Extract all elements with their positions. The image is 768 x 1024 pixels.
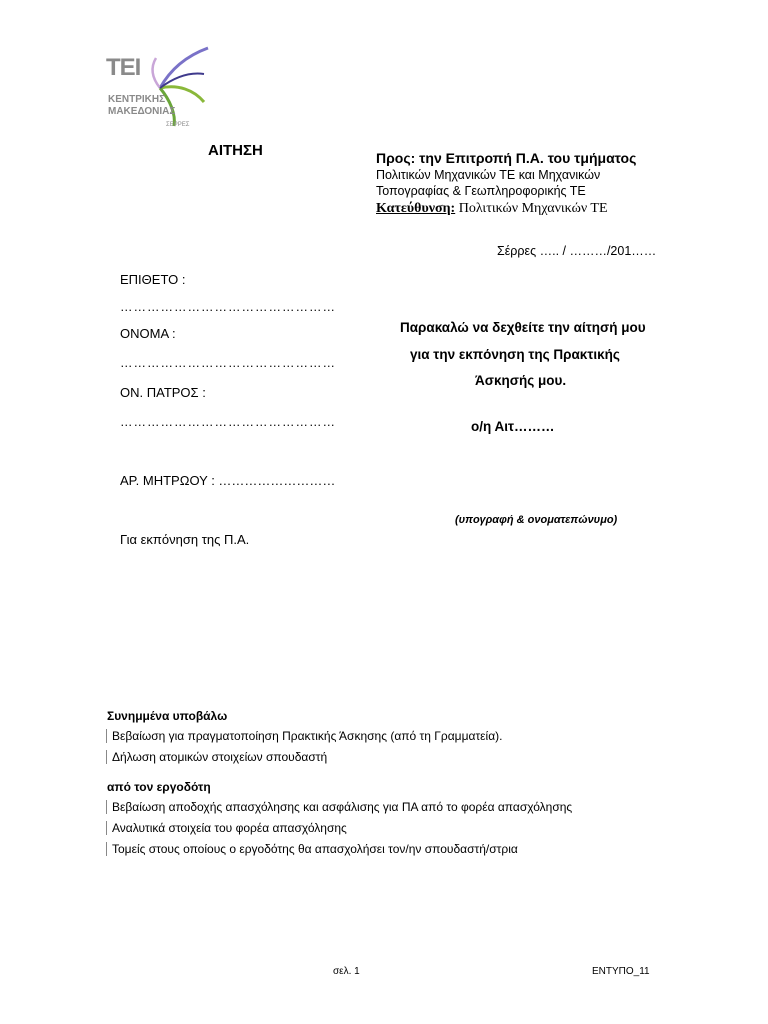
father-name-label: ΟΝ. ΠΑΤΡΟΣ : <box>120 385 206 400</box>
logo-text-line2: ΜΑΚΕΔΟΝΙΑΣ <box>108 106 176 117</box>
logo-text-line3: ΣΕΡΡΕΣ <box>166 122 190 128</box>
form-title: ΑΙΤΗΣΗ <box>208 142 263 159</box>
recipient-heading: Προς: την Επιτροπή Π.Α. του τμήματος <box>376 150 637 166</box>
employer-attachment-item: Αναλυτικά στοιχεία του φορέα απασχόλησης <box>106 821 347 835</box>
registry-number-field[interactable]: ΑΡ. ΜΗΤΡΩΟΥ : ……………………… <box>120 473 336 488</box>
employer-attachment-item: Βεβαίωση αποδοχής απασχόλησης και ασφάλισης για ΠΑ από το φορέα απασχόλησης <box>106 800 572 814</box>
name-label: ΟΝΟΜΑ : <box>120 326 176 341</box>
surname-label: ΕΠΙΘΕΤΟ : <box>120 272 186 287</box>
date-field[interactable]: Σέρρες ….. / ………/201…… <box>497 244 657 258</box>
recipient-line2: Τοπογραφίας & Γεωπληροφορικής ΤΕ <box>376 184 586 198</box>
employer-heading: από τον εργοδότη <box>107 780 211 794</box>
direction-label: Κατεύθυνση: <box>376 201 456 216</box>
applicant-line: ο/η Αιτ……… <box>471 419 555 434</box>
employer-attachment-item: Τομείς στους οποίους ο εργοδότης θα απασχολήσει τον/ην σπουδαστή/στρια <box>106 842 518 856</box>
institution-logo <box>104 44 214 136</box>
attachments-heading: Συνημμένα υποβάλω <box>107 709 228 723</box>
attachment-item: Δήλωση ατομικών στοιχείων σπουδαστή <box>106 750 327 764</box>
page-number: σελ. 1 <box>333 966 360 977</box>
logo-acronym: ΤΕΙ <box>106 54 141 81</box>
direction-value: Πολιτικών Μηχανικών ΤΕ <box>455 201 608 216</box>
name-field[interactable]: ………………………………………… <box>120 356 336 370</box>
recipient-line1: Πολιτικών Μηχανικών ΤΕ και Μηχανικών <box>376 168 601 182</box>
form-code: ΕΝΤΥΠΟ_11 <box>592 966 650 977</box>
request-line1: Παρακαλώ να δεχθείτε την αίτησή μου <box>400 320 646 335</box>
direction-line <box>376 201 608 217</box>
father-name-field[interactable]: ………………………………………… <box>120 415 336 429</box>
surname-field[interactable]: ………………………………………… <box>120 300 336 314</box>
attachment-item: Βεβαίωση για πραγματοποίηση Πρακτικής Άσκησης (από τη Γραμματεία). <box>106 729 502 743</box>
logo-text-line1: ΚΕΝΤΡΙΚΗΣ <box>108 94 166 105</box>
purpose-text: Για εκπόνηση της Π.Α. <box>120 532 250 547</box>
request-line3: Άσκησής μου. <box>475 373 567 388</box>
request-line2: για την εκπόνηση της Πρακτικής <box>410 347 620 362</box>
signature-note: (υπογραφή & ονοματεπώνυμο) <box>455 514 618 526</box>
